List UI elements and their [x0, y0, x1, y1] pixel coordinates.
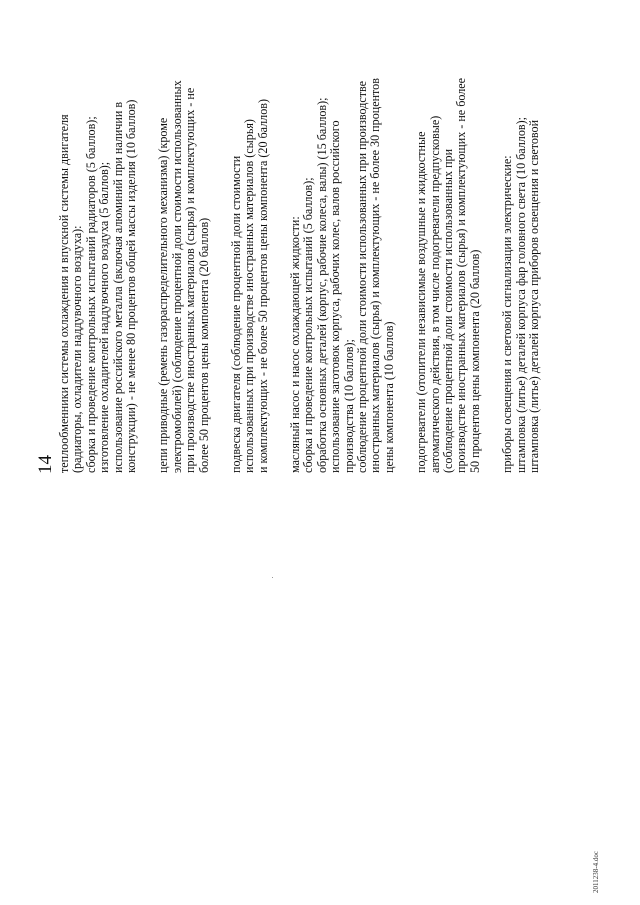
- text-line: производства (10 баллов);: [341, 339, 356, 473]
- text-line: использование российского металла (включая алюминий при наличии в: [110, 101, 125, 473]
- document-body: [58, 78, 560, 473]
- text-line: теплообменники системы охлаждения и впускной системы двигателя: [57, 114, 71, 473]
- text-section: [289, 78, 396, 473]
- text-line: автоматического действия, в том числе подогреватели предпусковые): [427, 115, 442, 473]
- text-line: (соблюдение процентной доли стоимости использованных при: [440, 148, 455, 473]
- text-line: соблюдение процентной доли стоимости использованных при производстве: [355, 80, 370, 473]
- text-line: электромобилей) (соблюдение процентной доли стоимости использованных: [169, 80, 184, 473]
- text-line: 50 процентов цены компонента (20 баллов): [467, 249, 482, 473]
- text-line: более 50 процентов цены компонента (20 баллов): [196, 217, 211, 473]
- text-line: (радиаторы, охладители наддувочного воздуха):: [70, 225, 85, 473]
- text-line: обработка основных деталей (корпус, рабочие колеса, валы) (15 баллов);: [314, 97, 329, 473]
- scan-speck: [272, 577, 273, 578]
- text-line: конструкции) - не менее 80 процентов общей массы изделия (10 баллов): [123, 99, 138, 473]
- text-line: при производстве иностранных материалов (сырья) и комплектующих - не: [183, 87, 198, 473]
- page-number: 14: [35, 455, 56, 474]
- text-section: [157, 78, 211, 473]
- text-section: [501, 78, 541, 473]
- text-line: производстве иностранных материалов (сырья) и комплектующих - не более: [454, 77, 469, 473]
- text-line: штамповка (литье) деталей корпуса фар головного света (10 баллов);: [513, 117, 528, 473]
- text-section: [230, 78, 270, 473]
- text-line: масляный насос и насос охлаждающей жидкости:: [288, 216, 303, 473]
- text-line: штамповка (литье) деталей корпуса приборов освещения и световой: [526, 119, 541, 473]
- text-line: использование заготовок корпуса, рабочих колес, валов российского: [328, 120, 343, 473]
- text-line: цены компонента (10 баллов): [381, 321, 396, 473]
- text-line: иностранных материалов (сырья) и комплектующих - не более 30 процентов: [368, 78, 383, 473]
- text-line: подогреватели (отопители независимые воздушные и жидкостные: [414, 131, 429, 473]
- text-line: и комплектующих - не более 50 процентов цены компонента (20 баллов): [255, 98, 270, 473]
- text-line: сборка и проведение контрольных испытаний радиаторов (5 баллов);: [83, 116, 98, 473]
- footer-file-name: 2011238-4.doc: [592, 851, 600, 893]
- text-section: [58, 78, 138, 473]
- text-line: использованных при производстве иностранных материалов (сырья): [242, 119, 257, 473]
- text-line: сборка и проведение контрольных испытаний (5 баллов);: [301, 177, 316, 473]
- text-section: [415, 78, 482, 473]
- text-line: подвеска двигателя (соблюдение процентной доли стоимости: [228, 155, 243, 473]
- text-line: изготовление охладителей наддувочного воздуха (5 баллов);: [97, 161, 112, 473]
- text-line: цепи приводные (ремень газораспределительного механизма) (кроме: [156, 117, 171, 473]
- text-line: приборы освещения и световой сигнализации электрические:: [500, 155, 515, 473]
